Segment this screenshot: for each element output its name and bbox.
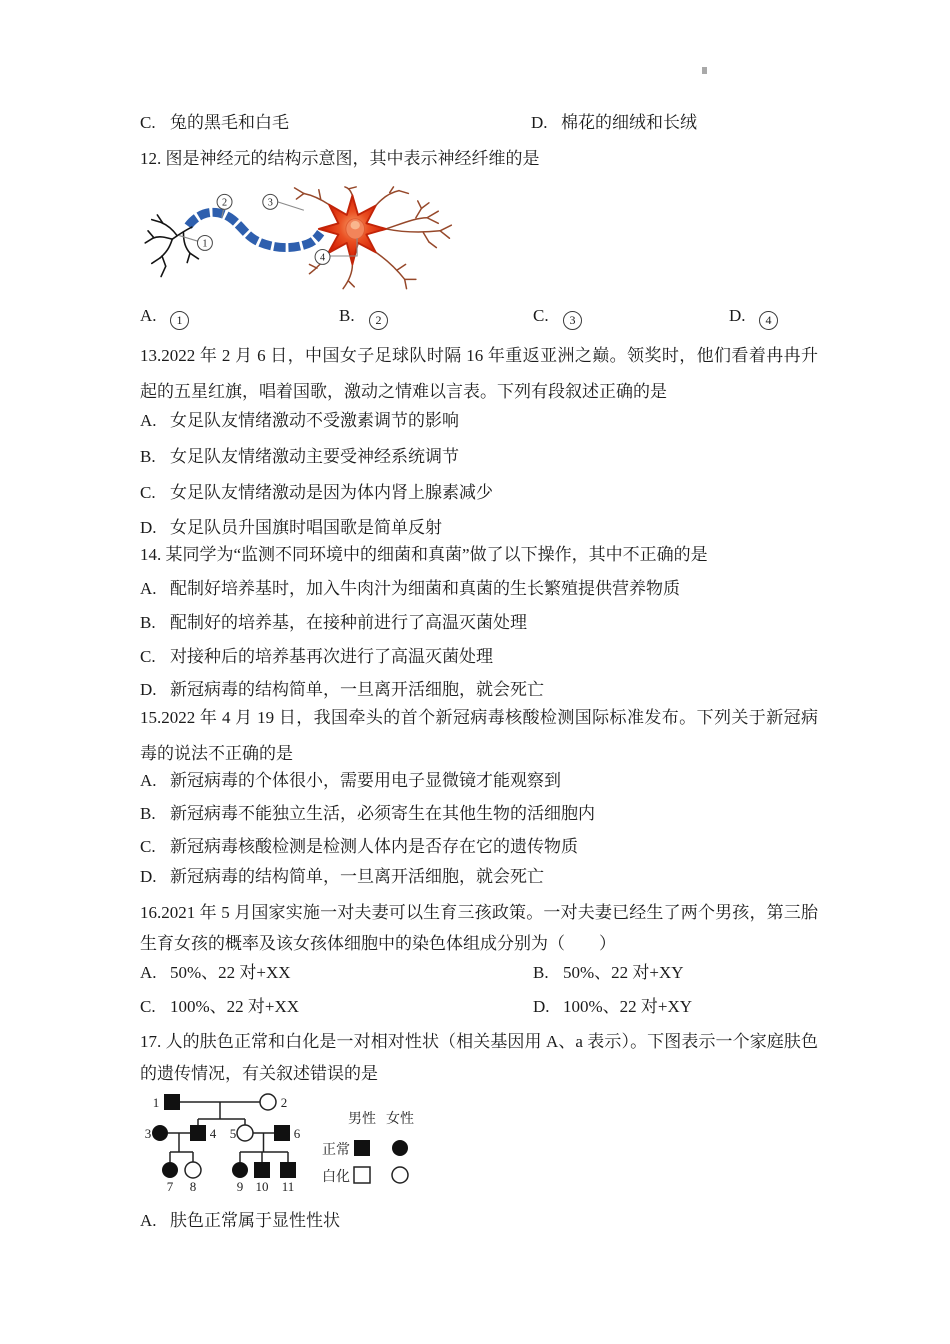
option-text: 女足队友情绪激动不受激素调节的影响 xyxy=(170,411,459,430)
option-letter: B. xyxy=(140,447,156,466)
option-text: 新冠病毒的结构简单，一旦离开活细胞，就会死亡 xyxy=(170,867,544,886)
legend-albino-female-symbol xyxy=(392,1167,408,1183)
option-letter: B. xyxy=(140,613,156,632)
option-letter: A. xyxy=(140,1211,157,1230)
individual-10-number: 10 xyxy=(255,1179,269,1194)
q13-option-d xyxy=(140,517,442,539)
option-letter: C. xyxy=(140,647,156,666)
option-text: 兔的黑毛和白毛 xyxy=(170,113,289,132)
circled-number: 3 xyxy=(563,311,582,330)
option-text: 50%、22 对+XY xyxy=(563,963,684,982)
option-letter: C. xyxy=(140,997,156,1016)
option-text: 新冠病毒不能独立生活，必须寄生在其他生物的活细胞内 xyxy=(170,804,595,823)
q15-option-d xyxy=(140,866,544,888)
individual-4-number: 4 xyxy=(209,1126,217,1141)
option-text: 50%、22 对+XX xyxy=(170,963,291,982)
option-text: 肤色正常属于显性性状 xyxy=(170,1211,340,1230)
q16-stem: 16.2021 年 5 月国家实施一对夫妻可以生育三孩政策。一对夫妻已经生了两个男孩，第三胎生育女孩的概率及该女孩体细胞中的染色体组成分别为（ ） xyxy=(140,903,818,953)
q14-option-c xyxy=(140,646,493,668)
circled-number: 2 xyxy=(369,311,388,330)
option-text: 女足队友情绪激动是因为体内肾上腺素减少 xyxy=(170,483,493,502)
q15-option-c xyxy=(140,836,578,858)
option-letter: A. xyxy=(140,411,157,430)
q12-option-a xyxy=(140,305,189,330)
q11-option-d xyxy=(531,112,697,134)
option-text: 100%、22 对+XX xyxy=(170,997,300,1016)
q13-option-a xyxy=(140,410,459,432)
q16-option-c xyxy=(140,996,299,1018)
option-letter: D. xyxy=(531,113,548,132)
individual-5-open-circle xyxy=(237,1125,253,1141)
option-letter: B. xyxy=(140,804,156,823)
option-letter: B. xyxy=(339,306,355,325)
q12-option-c xyxy=(533,305,582,330)
scan-artifact-dot xyxy=(702,67,707,74)
q16-option-a xyxy=(140,962,291,984)
option-letter: D. xyxy=(140,518,157,537)
q12-stem: 12. 图是神经元的结构示意图，其中表示神经纤维的是 xyxy=(140,149,540,168)
option-letter: A. xyxy=(140,963,157,982)
individual-1-number: 1 xyxy=(152,1095,160,1110)
option-letter: D. xyxy=(140,680,157,699)
label-4: 4 xyxy=(319,252,326,264)
legend-male-header: 男性 xyxy=(348,1112,376,1127)
individual-7-number: 7 xyxy=(166,1179,174,1194)
option-text: 棉花的细绒和长绒 xyxy=(561,113,697,132)
legend-albino-male-symbol xyxy=(354,1167,370,1183)
q15-option-a xyxy=(140,770,561,792)
individual-3-filled-circle xyxy=(152,1125,168,1141)
individual-2-open-circle xyxy=(260,1094,276,1110)
individual-6-filled-square xyxy=(274,1125,290,1141)
pedigree-lines xyxy=(168,1102,288,1162)
legend-female-header: 女性 xyxy=(386,1112,414,1127)
option-letter: D. xyxy=(729,306,746,325)
individual-4-filled-square xyxy=(190,1125,206,1141)
option-letter: C. xyxy=(140,483,156,502)
individual-2-number: 2 xyxy=(280,1095,288,1110)
q15-option-b xyxy=(140,803,595,825)
option-text: 对接种后的培养基再次进行了高温灭菌处理 xyxy=(170,647,493,666)
option-letter: D. xyxy=(140,867,157,886)
q14-option-d xyxy=(140,679,544,701)
individual-1-filled-square xyxy=(164,1094,180,1110)
q17-option-a xyxy=(140,1210,340,1232)
option-text: 新冠病毒核酸检测是检测人体内是否存在它的遗传物质 xyxy=(170,837,578,856)
q13-option-c xyxy=(140,482,493,504)
q11-option-c xyxy=(140,112,289,134)
individual-8-number: 8 xyxy=(189,1179,197,1194)
q16-option-d xyxy=(533,996,692,1018)
q13-stem: 13.2022 年 2 月 6 日，中国女子足球队时隔 16 年重返亚洲之巅。领奖时，他们看着冉冉升起的五星红旗，唱着国歌，激动之情难以言表。下列有段叙述正确的是 xyxy=(140,346,818,401)
legend-normal-male-symbol xyxy=(354,1140,370,1156)
option-letter: C. xyxy=(533,306,549,325)
option-letter: A. xyxy=(140,579,157,598)
option-text: 配制好培养基时，加入牛肉汁为细菌和真菌的生长繁殖提供营养物质 xyxy=(170,579,680,598)
option-text: 100%、22 对+XY xyxy=(563,997,693,1016)
option-text: 女足队友情绪激动主要受神经系统调节 xyxy=(170,447,459,466)
q15-stem: 15.2022 年 4 月 19 日，我国牵头的首个新冠病毒核酸检测国际标准发布。下列关于新冠病毒的说法不正确的是 xyxy=(140,708,818,763)
nucleus-highlight xyxy=(351,221,360,229)
individual-5-number: 5 xyxy=(229,1126,237,1141)
option-letter: A. xyxy=(140,306,157,325)
option-text: 配制好的培养基，在接种前进行了高温灭菌处理 xyxy=(170,613,527,632)
circled-number: 4 xyxy=(759,311,778,330)
pedigree-chart xyxy=(143,1085,473,1207)
q17-stem: 17. 人的肤色正常和白化是一对相对性状（相关基因用 A、a 表示）。下图表示一个家庭肤色的遗传情况，有关叙述错误的是 xyxy=(140,1032,818,1083)
label-1: 1 xyxy=(202,238,208,250)
q13-option-b xyxy=(140,446,459,468)
individual-9-filled-circle xyxy=(232,1162,248,1178)
circled-number: 1 xyxy=(170,311,189,330)
option-letter: B. xyxy=(533,963,549,982)
label-3: 3 xyxy=(267,197,273,209)
figure-labels xyxy=(197,194,330,264)
individual-10-filled-square xyxy=(254,1162,270,1178)
individual-11-number: 11 xyxy=(281,1179,295,1194)
individual-8-open-circle xyxy=(185,1162,201,1178)
q14-option-a xyxy=(140,578,680,600)
legend-normal-label: 正常 xyxy=(322,1143,350,1158)
option-text: 新冠病毒的结构简单，一旦离开活细胞，就会死亡 xyxy=(170,680,544,699)
individual-9-number: 9 xyxy=(236,1179,244,1194)
individual-3-number: 3 xyxy=(144,1126,152,1141)
individual-7-filled-circle xyxy=(162,1162,178,1178)
option-letter: C. xyxy=(140,837,156,856)
individual-6-number: 6 xyxy=(293,1126,301,1141)
q14-stem: 14. 某同学为“监测不同环境中的细菌和真菌”做了以下操作，其中不正确的是 xyxy=(140,545,708,564)
q14-option-b xyxy=(140,612,527,634)
q16-option-b xyxy=(533,962,684,984)
option-letter: A. xyxy=(140,771,157,790)
legend-albino-label: 白化 xyxy=(322,1170,350,1185)
legend-normal-female-symbol xyxy=(392,1140,408,1156)
option-text: 女足队员升国旗时唱国歌是简单反射 xyxy=(170,518,442,537)
neuron-diagram xyxy=(130,186,474,298)
label-2: 2 xyxy=(221,197,228,209)
option-letter: C. xyxy=(140,113,156,132)
option-text: 新冠病毒的个体很小，需要用电子显微镜才能观察到 xyxy=(170,771,561,790)
option-letter: D. xyxy=(533,997,550,1016)
individual-11-filled-square xyxy=(280,1162,296,1178)
q12-option-b xyxy=(339,305,388,330)
q12-option-d xyxy=(729,305,778,330)
